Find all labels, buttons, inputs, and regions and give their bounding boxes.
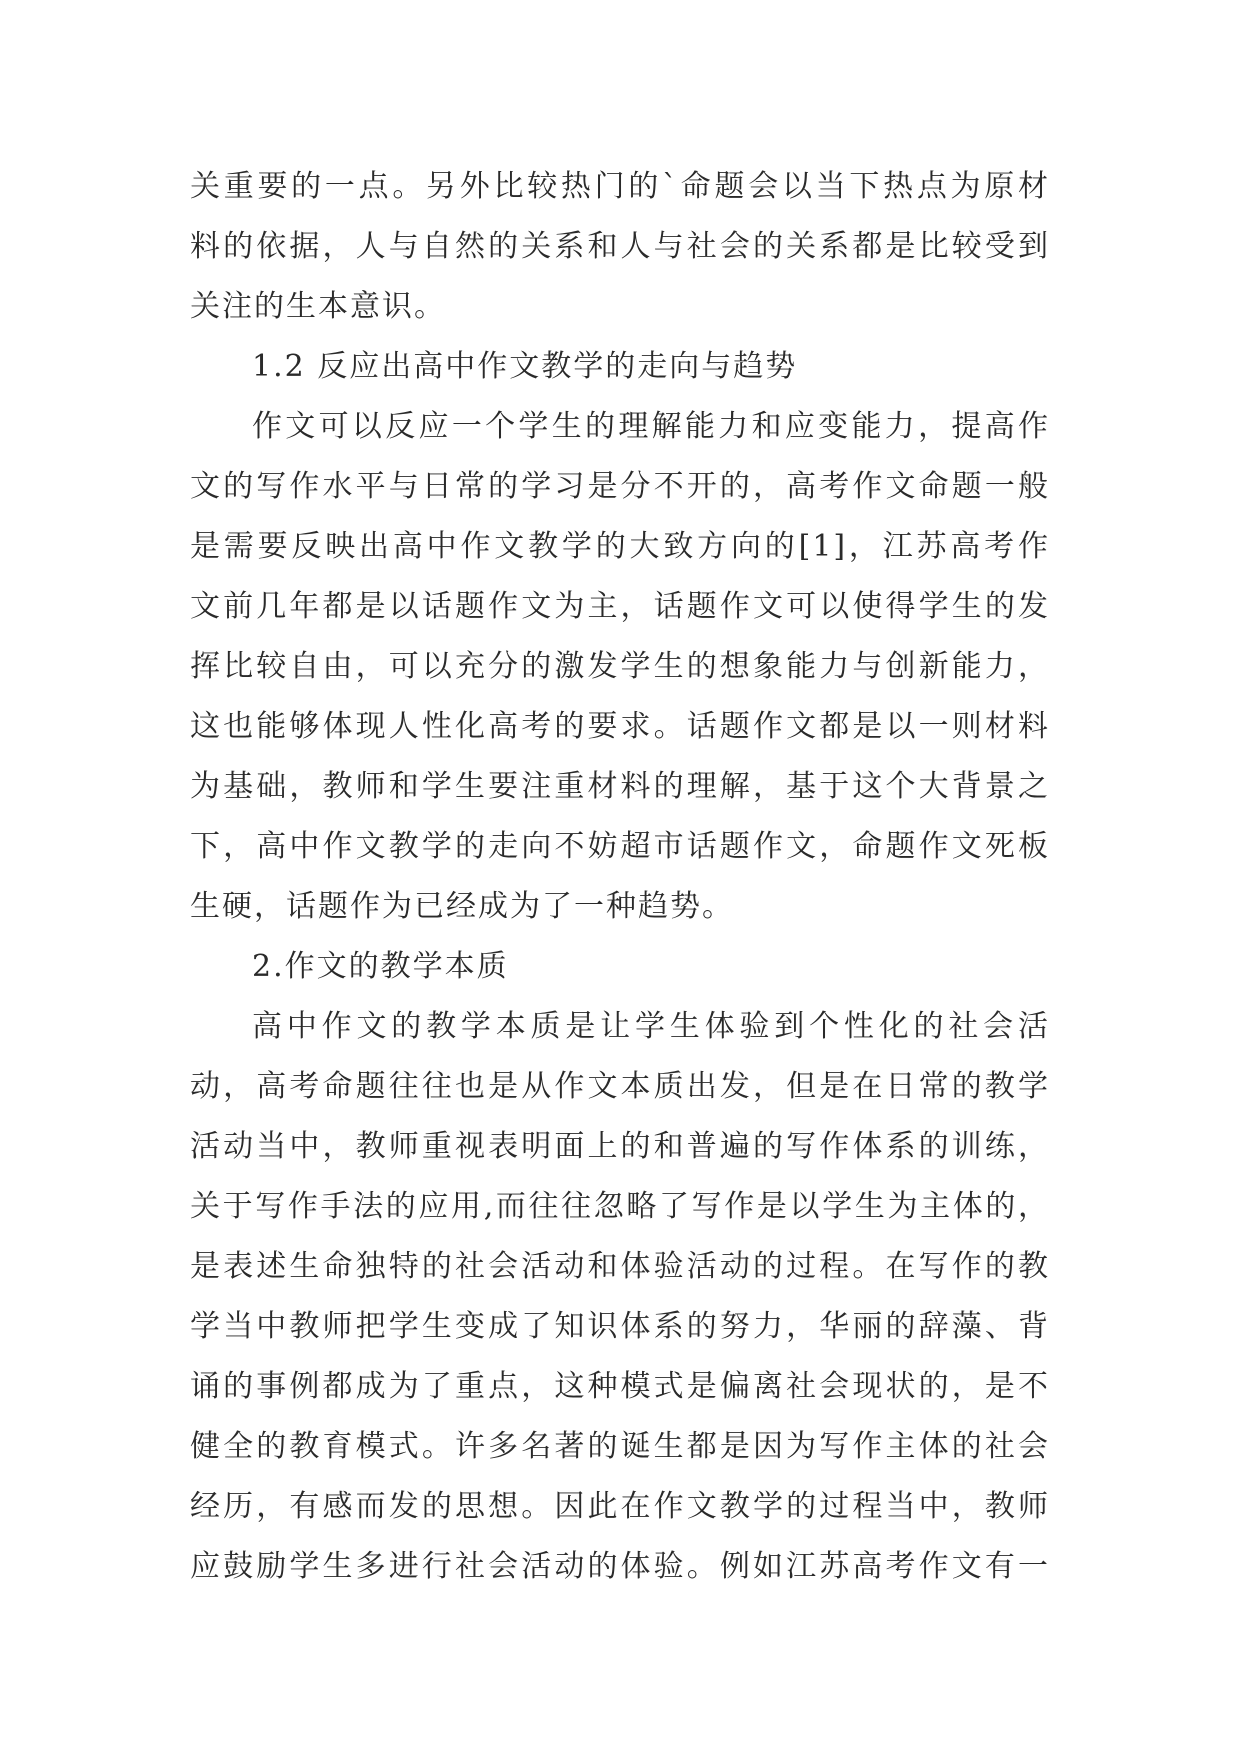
body-text-line: 关注的生本意识。 xyxy=(190,289,446,324)
body-text-line: 是表述生命独特的社会活动和体验活动的过程。在写作的教 xyxy=(190,1249,1050,1284)
body-text-line: 动，高考命题往往也是从作文本质出发，但是在日常的教学 xyxy=(190,1069,1050,1104)
body-text-line: 诵的事例都成为了重点，这种模式是偏离社会现状的，是不 xyxy=(190,1369,1050,1404)
document-body xyxy=(190,157,1050,1597)
body-text-line: 关于写作手法的应用,而往往忽略了写作是以学生为主体的， xyxy=(190,1189,1050,1224)
section-heading: 1.2 反应出高中作文教学的走向与趋势 xyxy=(252,349,798,384)
body-text-line: 文的写作水平与日常的学习是分不开的，高考作文命题一般 xyxy=(190,469,1050,504)
body-text-line: 生硬，话题作为已经成为了一种趋势。 xyxy=(190,889,734,924)
body-text-line: 关重要的一点。另外比较热门的`命题会以当下热点为原材 xyxy=(190,169,1050,204)
body-text-line: 挥比较自由，可以充分的激发学生的想象能力与创新能力， xyxy=(190,649,1050,684)
body-text-line: 作文可以反应一个学生的理解能力和应变能力，提高作 xyxy=(252,409,1050,444)
body-text-line: 活动当中，教师重视表明面上的和普遍的写作体系的训练， xyxy=(190,1129,1050,1164)
body-text-line: 高中作文的教学本质是让学生体验到个性化的社会活 xyxy=(252,1009,1050,1044)
section-heading: 2.作文的教学本质 xyxy=(252,949,509,984)
body-text-line: 应鼓励学生多进行社会活动的体验。例如江苏高考作文有一 xyxy=(190,1549,1050,1584)
body-text-line: 学当中教师把学生变成了知识体系的努力，华丽的辞藻、背 xyxy=(190,1309,1050,1344)
body-text-line: 健全的教育模式。许多名著的诞生都是因为写作主体的社会 xyxy=(190,1429,1050,1464)
body-text-line: 料的依据，人与自然的关系和人与社会的关系都是比较受到 xyxy=(190,229,1050,264)
body-text-line: 是需要反映出高中作文教学的大致方向的[1]，江苏高考作 xyxy=(190,529,1050,564)
body-text-line: 这也能够体现人性化高考的要求。话题作文都是以一则材料 xyxy=(190,709,1050,744)
body-text-line: 文前几年都是以话题作文为主，话题作文可以使得学生的发 xyxy=(190,589,1050,624)
body-text-line: 为基础，教师和学生要注重材料的理解，基于这个大背景之 xyxy=(190,769,1050,804)
body-text-line: 经历，有感而发的思想。因此在作文教学的过程当中，教师 xyxy=(190,1489,1050,1524)
body-text-line: 下，高中作文教学的走向不妨超市话题作文，命题作文死板 xyxy=(190,829,1050,864)
